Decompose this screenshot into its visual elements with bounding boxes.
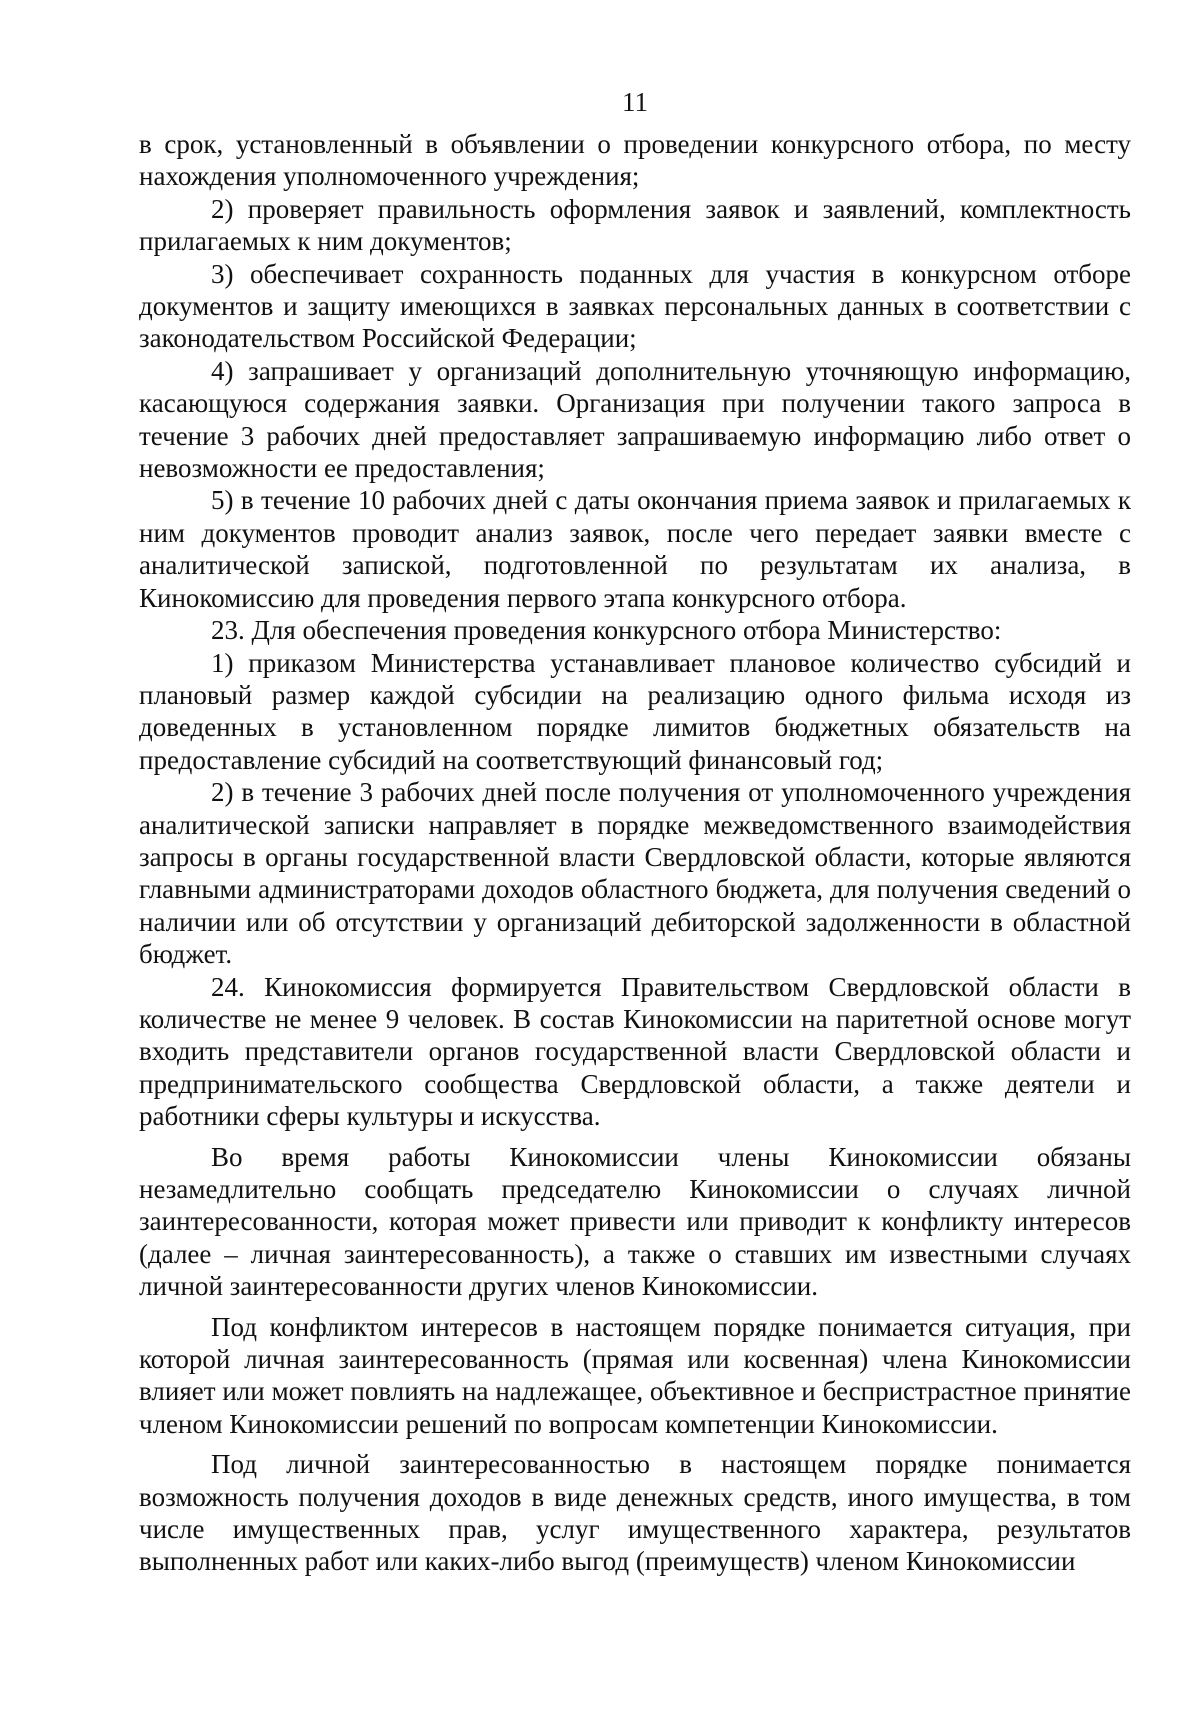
paragraph-section-23: 23. Для обеспечения проведения конкурсного отбора Министерство: [211, 615, 1002, 646]
paragraph-section-23-item-2: 2) в течение 3 рабочих дней после получения от уполномоченного учреждения аналитической записки направляет в порядке межведомственного взаимодействия запросы в органы государственной власти Свердловской области, которые являются главными администраторами доходов областного бюджета, для получения сведений о наличии или об отсутствии у организаций дебиторской задолженности в областной бюджет. [139, 777, 1131, 970]
paragraph-continuation: в срок, установленный в объявлении о проведении конкурсного отбора, по месту нахождения уполномоченного учреждения; [139, 129, 1131, 192]
paragraph-interest-definition: Под личной заинтересованностью в настоящем порядке понимается возможность получения доходов в виде денежных средств, иного имущества, в том числе имущественных прав, услуг имущественного характера, результатов выполненных работ или каких-либо выгод (преимуществ) членом Кинокомиссии [139, 1449, 1131, 1577]
paragraph-item-2-checks: 2) проверяет правильность оформления заявок и заявлений, комплектность прилагаемых к ним документов; [139, 193, 1131, 257]
paragraph-section-23-item-1: 1) приказом Министерства устанавливает плановое количество субсидий и плановый размер каждой субсидии на реализацию одного фильма исходя из доведенных в установленном порядке лимитов бюджетных обязательств на предоставление субсидий на соответствующий финансовый год; [139, 647, 1131, 775]
paragraph-item-4-requests: 4) запрашивает у организаций дополнительную уточняющую информацию, касающуюся содержания заявки. Организация при получении такого запроса в течение 3 рабочих дней предоставляет запрашиваемую информацию либо ответ о невозможности ее предоставления; [139, 355, 1131, 484]
paragraph-item-3-safety: 3) обеспечивает сохранность поданных для участия в конкурсном отборе документов и защиту имеющихся в заявках персональных данных в соответствии с законодательством Российской Федерации; [139, 258, 1131, 354]
page-number: 11 [622, 87, 648, 117]
paragraph-section-24: 24. Кинокомиссия формируется Правительством Свердловской области в количестве не менее 9 человек. В состав Кинокомиссии на паритетной основе могут входить представители органов государственной власти Свердловской области и предпринимательского сообщества Свердловской области, а также деятели и работники сферы культуры и искусства. [139, 971, 1131, 1132]
paragraph-conflict-definition: Под конфликтом интересов в настоящем порядке понимается ситуация, при которой личная заинтересованность (прямая или косвенная) члена Кинокомиссии влияет или может повлиять на надлежащее, объективное и беспристрастное принятие членом Кинокомиссии решений по вопросам компетенции Кинокомиссии. [139, 1311, 1131, 1439]
paragraph-commission-duties: Во время работы Кинокомиссии члены Кинокомиссии обязаны незамедлительно сообщать председателю Кинокомиссии о случаях личной заинтересованности, которая может привести или приводит к конфликту интересов (далее – личная заинтересованность), а также о ставших им известными случаях личной заинтересованности других членов Кинокомиссии. [139, 1141, 1131, 1302]
document-body [139, 128, 1131, 1578]
paragraph-item-5-analysis: 5) в течение 10 рабочих дней с даты окончания приема заявок и прилагаемых к ним документов проводит анализ заявок, после чего передает заявки вместе с аналитической запиской, подготовленной по результатам их анализа, в Кинокомиссию для проведения первого этапа конкурсного отбора. [139, 485, 1131, 613]
